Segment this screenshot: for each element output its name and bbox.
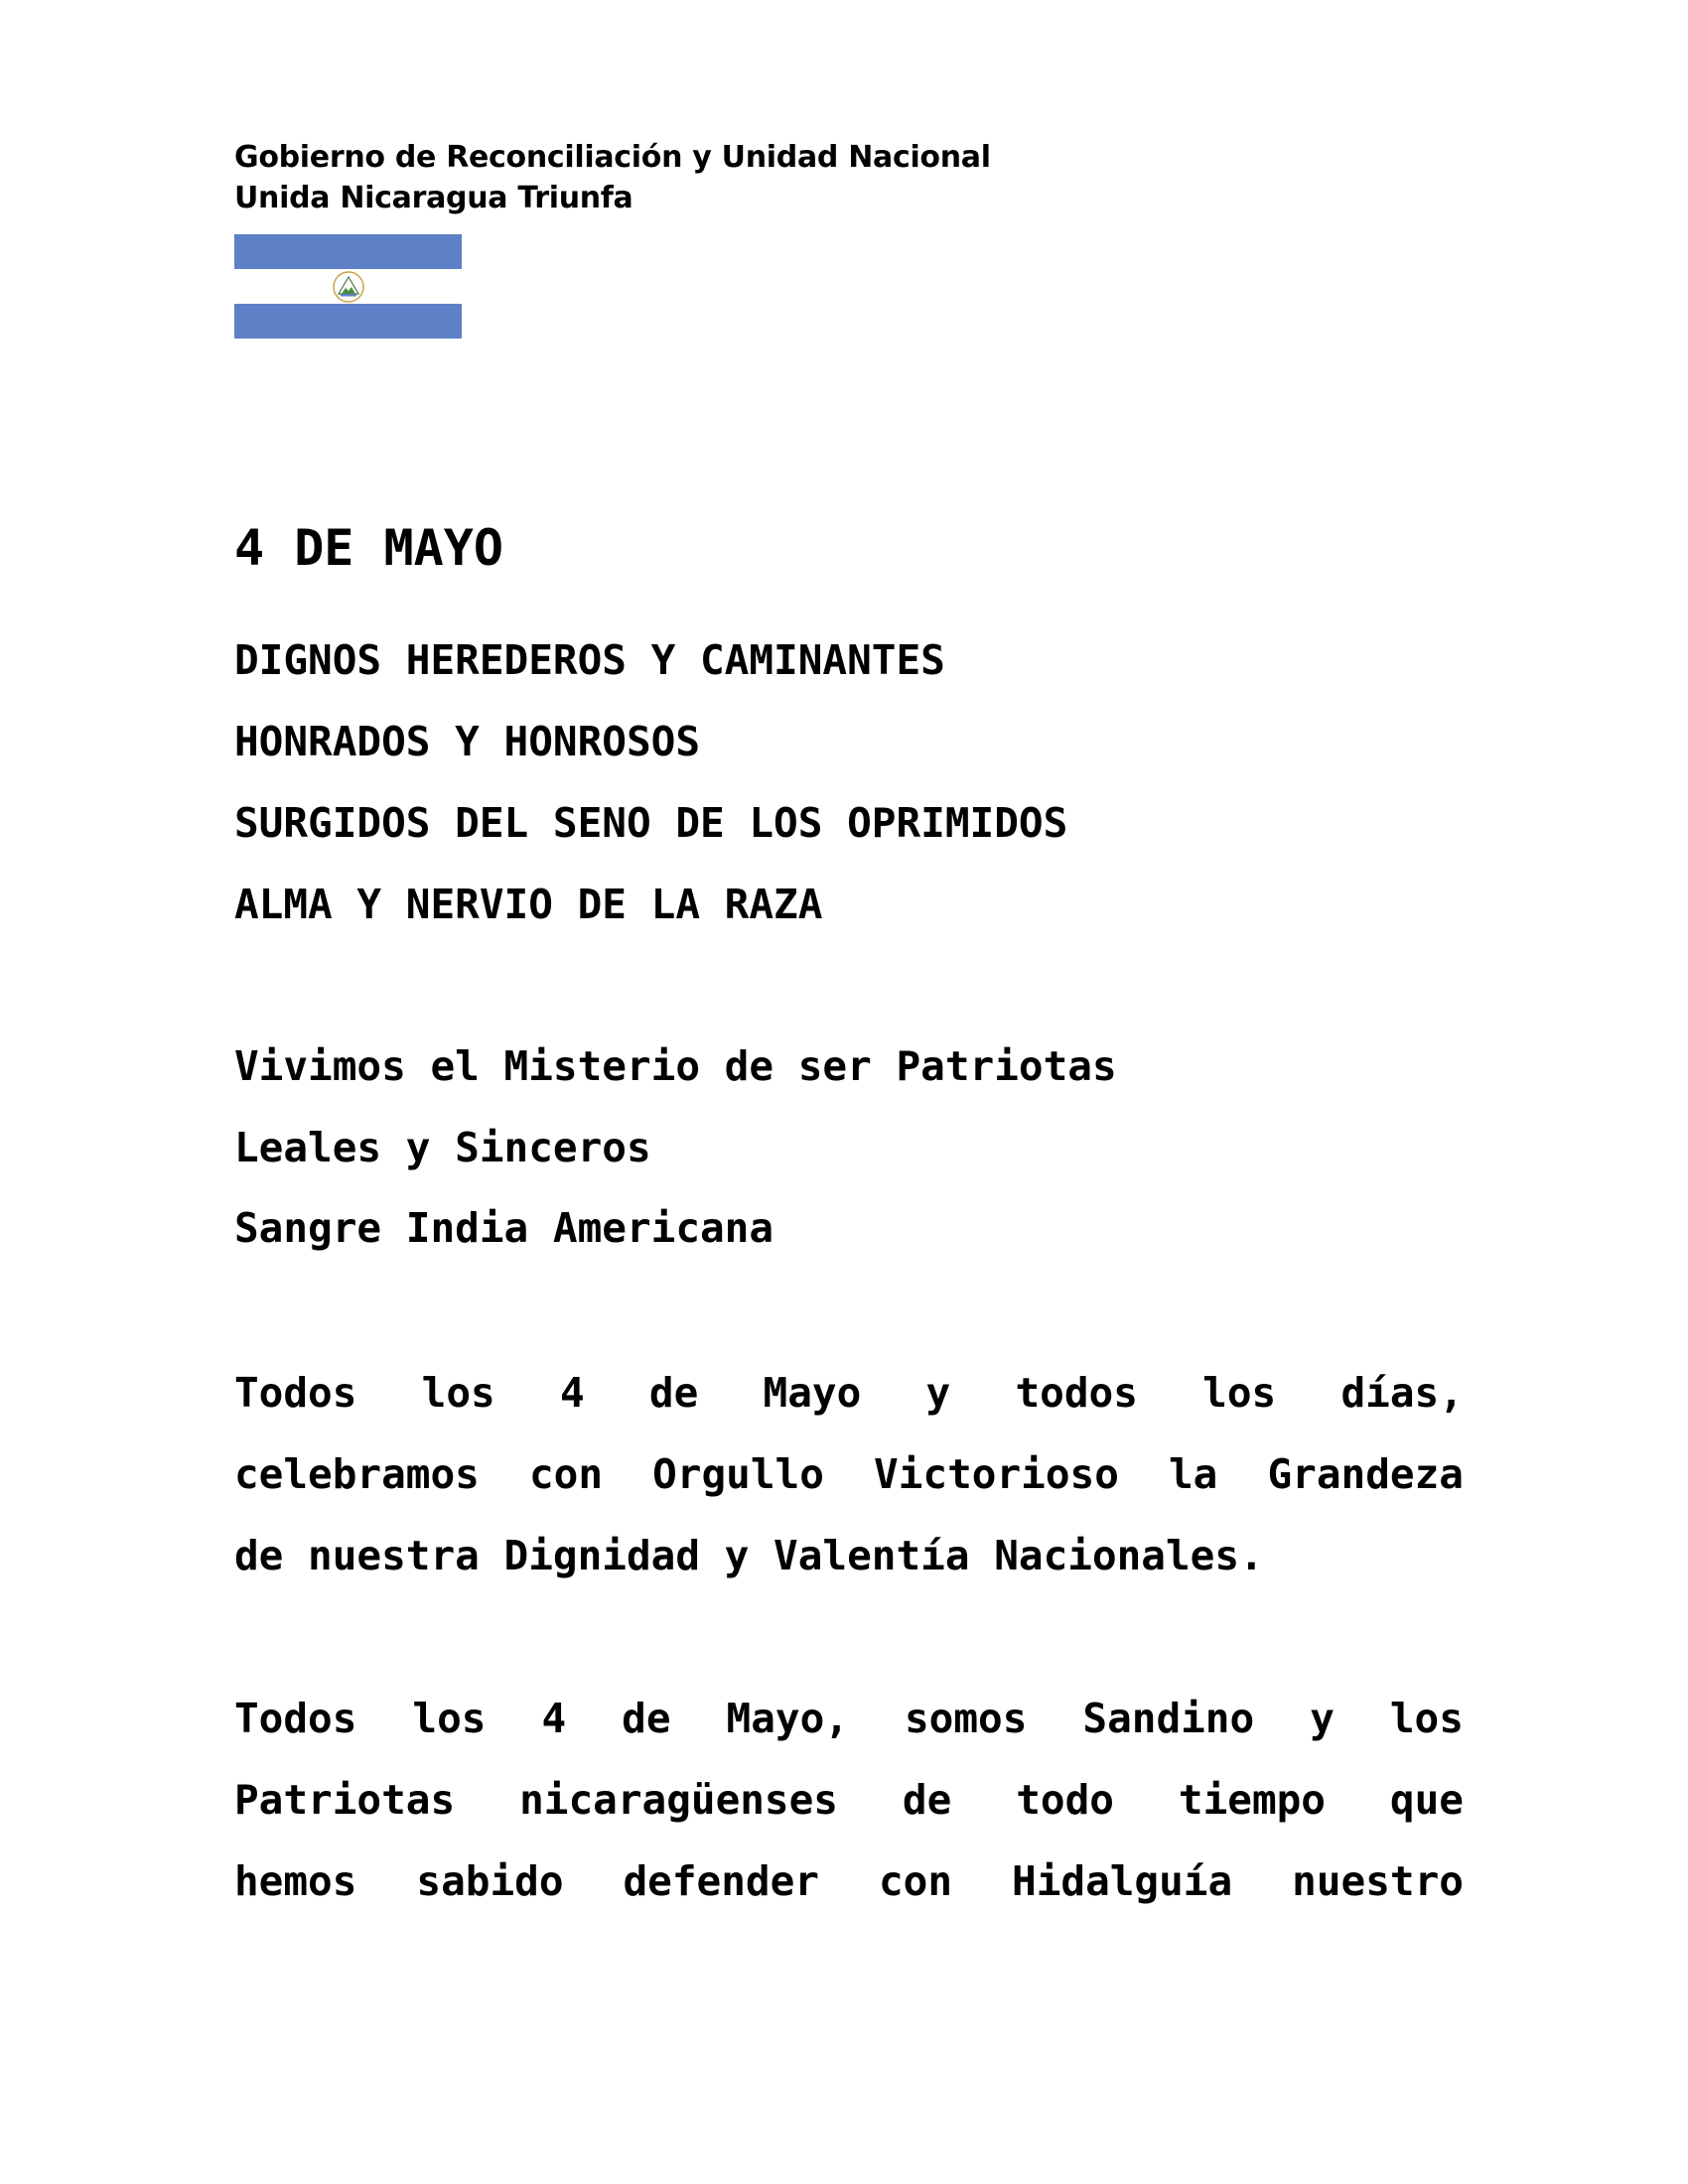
header-slogan: Unida Nicaragua Triunfa [234, 181, 633, 215]
paragraph2-line-1: Todos los 4 de Mayo, somos Sandino y los [234, 1695, 1464, 1742]
stanza1-line-1: DIGNOS HEREDEROS Y CAMINANTES [234, 636, 945, 684]
stanza1-line-4: ALMA Y NERVIO DE LA RAZA [234, 881, 823, 928]
stanza2-line-2: Leales y Sinceros [234, 1124, 651, 1171]
stanza2-line-1: Vivimos el Misterio de ser Patriotas [234, 1042, 1117, 1090]
paragraph1-line-3: de nuestra Dignidad y Valentía Nacionales. [234, 1532, 1264, 1579]
coat-of-arms-icon [332, 270, 365, 304]
paragraph2-line-3: hemos sabido defender con Hidalguía nuestro [234, 1857, 1464, 1905]
header [234, 137, 991, 218]
flag-bottom-stripe [234, 304, 462, 339]
stanza2-line-3: Sangre India Americana [234, 1204, 774, 1252]
page-title: 4 DE MAYO [234, 519, 503, 577]
stanza1-line-3: SURGIDOS DEL SENO DE LOS OPRIMIDOS [234, 799, 1068, 847]
nicaragua-flag-icon [234, 234, 462, 339]
paragraph1-line-2: celebramos con Orgullo Victorioso la Grandeza [234, 1450, 1464, 1498]
flag-top-stripe [234, 234, 462, 269]
header-government-name: Gobierno de Reconciliación y Unidad Nacional [234, 140, 991, 175]
stanza1-line-2: HONRADOS Y HONROSOS [234, 718, 700, 765]
paragraph2-line-2: Patriotas nicaragüenses de todo tiempo que [234, 1776, 1464, 1824]
paragraph1-line-1: Todos los 4 de Mayo y todos los días, [234, 1369, 1464, 1417]
